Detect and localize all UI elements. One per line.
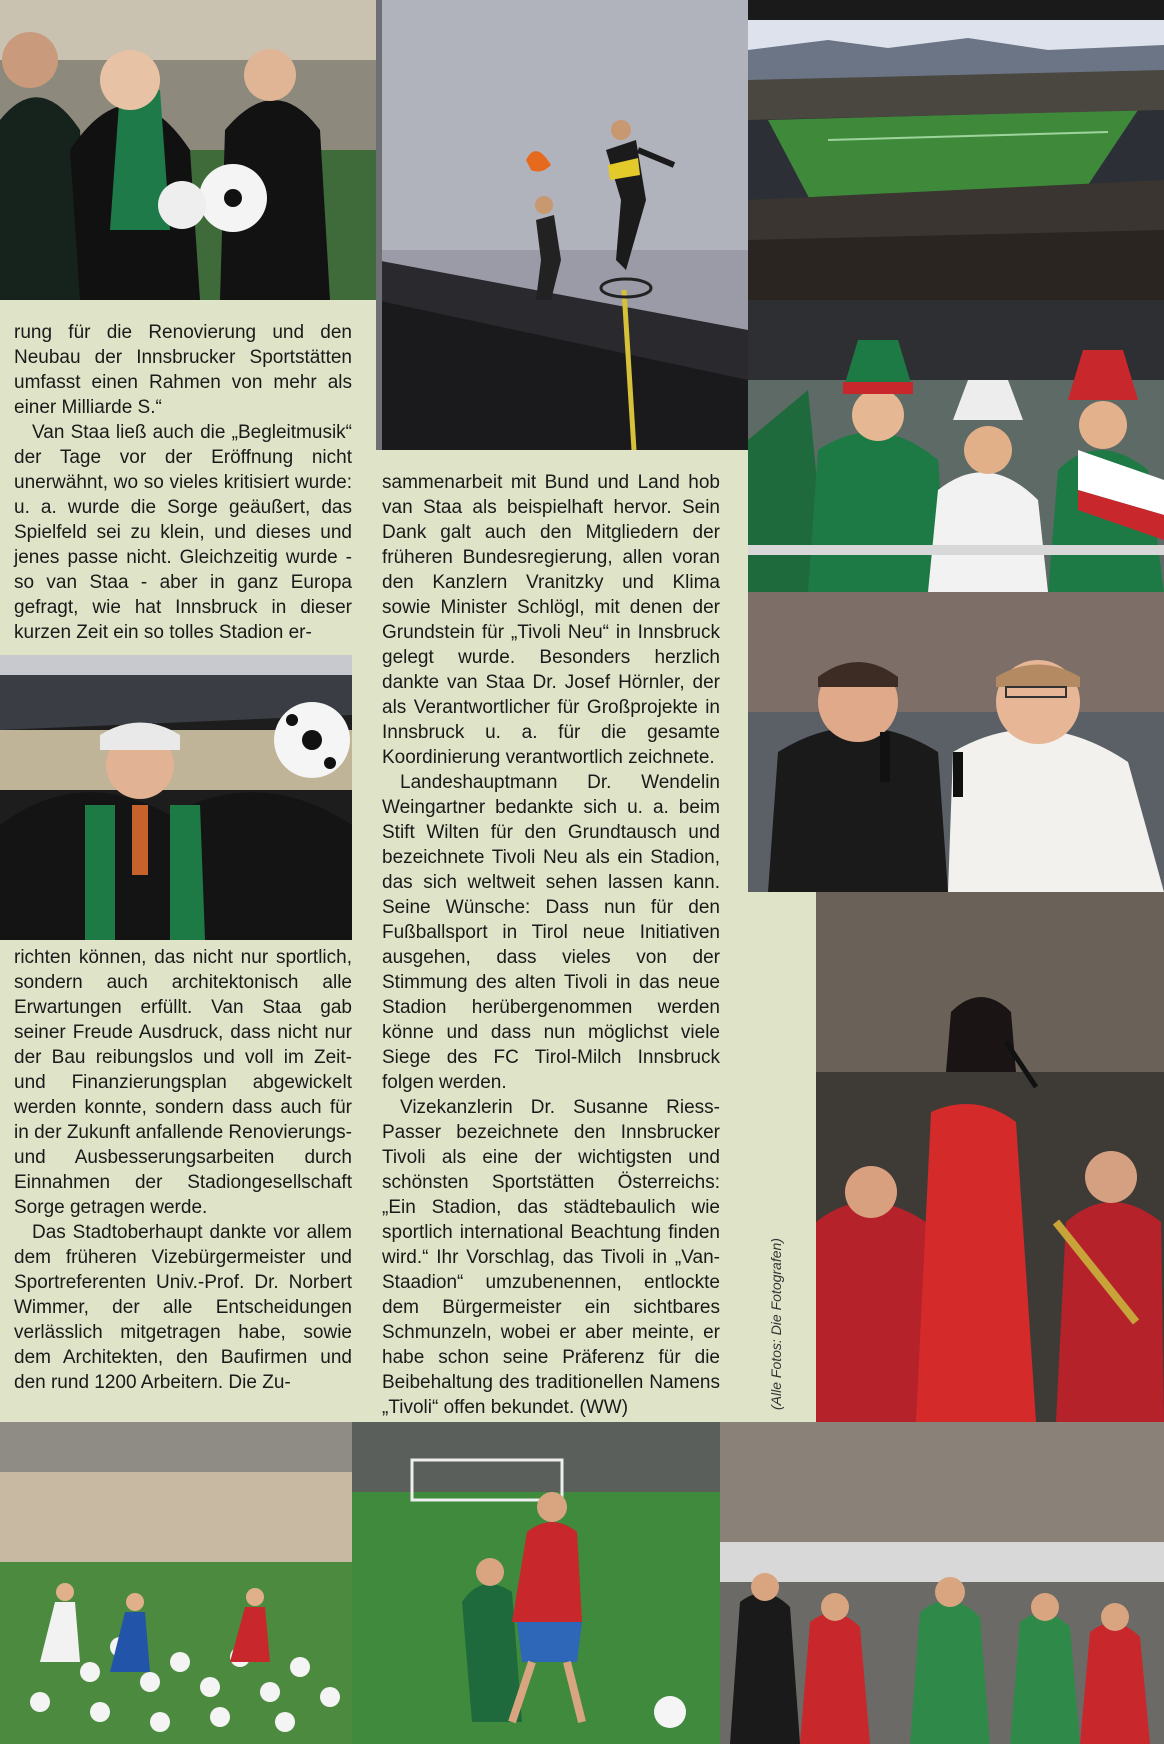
photo-tv-interview <box>748 592 1164 892</box>
paragraph: rung für die Renovierung und den Neubau der Innsbrucker Sportstätten umfasst einen Rahmen von mehr als einer Milliarde S.“ <box>14 322 352 418</box>
photo-singer-and-band <box>816 892 1164 1422</box>
paragraph: richten können, das nicht nur sportlich, sondern auch architektonisch alle Erwartungen erfüllt. Van Staa gab seiner Freude Ausdruck, dass nicht nur der Bau reibungslos und voll im Zeit- und Finanzierungsplan abgewickelt werden konnte, sondern dass auch für in der Zukunft anfallende Renovierungs- und Ausbesserungsarbeiten durch Einnahmen der Stadiongesellschaft Sorge getragen werde. <box>14 947 352 1218</box>
paragraph: Van Staa ließ auch die „Begleitmusik“ der Tage vor der Eröffnung nicht unerwähnt, wo so vieles kritisiert wurde: u. a. wurde die Sorge geäußert, das Spielfeld sei zu klein, und dieses und jenes passe nicht. Gleichzeitig wurde - so van Staa - aber in ganz Europa gefragt, wie hat Innsbruck in dieser kurzen Zeit ein so tolles Stadion er- <box>14 422 352 643</box>
photo-teams-entering <box>720 1422 1164 1744</box>
paragraph: Landeshauptmann Dr. Wendelin Weingartner bedankte sich u. a. beim Stift Wilten für den Grundtausch und bezeichnete Tivoli Neu als ein Stadion, das sich weltweit sehen lassen kann. Seine Wünsche: Dass nun für den Fußballsport in Tirol neue Initiativen ausgehen, dass vieles von der Stimmung des alten Tivoli in das neue Stadion herübergenommen werden könne und dass nun möglichst viele Siege des FC Tirol-Milch Innsbruck folgen werden. <box>382 772 720 1093</box>
photo-young-fans <box>748 300 1164 592</box>
photo-match-action <box>352 1422 720 1744</box>
photo-stilt-performers <box>376 0 748 450</box>
photo-credit: (Alle Fotos: Die Fotografen) <box>768 1238 784 1410</box>
photo-stadium-aerial <box>748 0 1164 300</box>
paragraph: Vizekanzlerin Dr. Susanne Riess-Passer bezeichnete den Innsbrucker Tivoli als eine der wichtigsten und schönsten Sportstätten Österreichs: „Ein Stadion, das städtebaulich wie sportlich international Beachtung finden wird.“ Ihr Vorschlag, das Tivoli in „Van-Staadion“ umzubenennen, entlockte dem Bürgermeister ein sichtbares Schmunzeln, wobei er aber meinte, er habe schon seine Präferenz für die Beibehaltung des traditionellen Namens „Tivoli“ offen bekundet. (WW) <box>382 1097 720 1418</box>
article-column-2 <box>382 470 720 1420</box>
photo-mayor-with-ball <box>0 655 352 940</box>
paragraph: sammenarbeit mit Bund und Land hob van Staa als beispielhaft hervor. Sein Dank galt auch den Mitgliedern der früheren Bundesregierung, allen voran den Kanzlern Vranitzky und Klima sowie Minister Schlögl, mit denen der Grundstein für „Tivoli Neu“ in Innsbruck gelegt wurde. Besonders herzlich dankte van Staa Dr. Josef Hörnler, der als Verantwortlicher für Großprojekte in Innsbruck u. a. für die gesamte Koordinierung verantwortlich zeichnete. <box>382 472 720 768</box>
article-column-1-top <box>14 320 352 645</box>
photo-officials-with-balls <box>0 0 376 300</box>
photo-children-with-balls <box>0 1422 352 1744</box>
paragraph: Das Stadtoberhaupt dankte vor allem dem früheren Vizebürgermeister und Sportreferenten Univ.-Prof. Dr. Norbert Wimmer, der alle Entscheidungen verlässlich mitgetragen habe, sowie dem Architekten, den Baufirmen und den rund 1200 Arbeitern. Die Zu- <box>14 1222 352 1393</box>
article-column-1-bottom <box>14 945 352 1395</box>
